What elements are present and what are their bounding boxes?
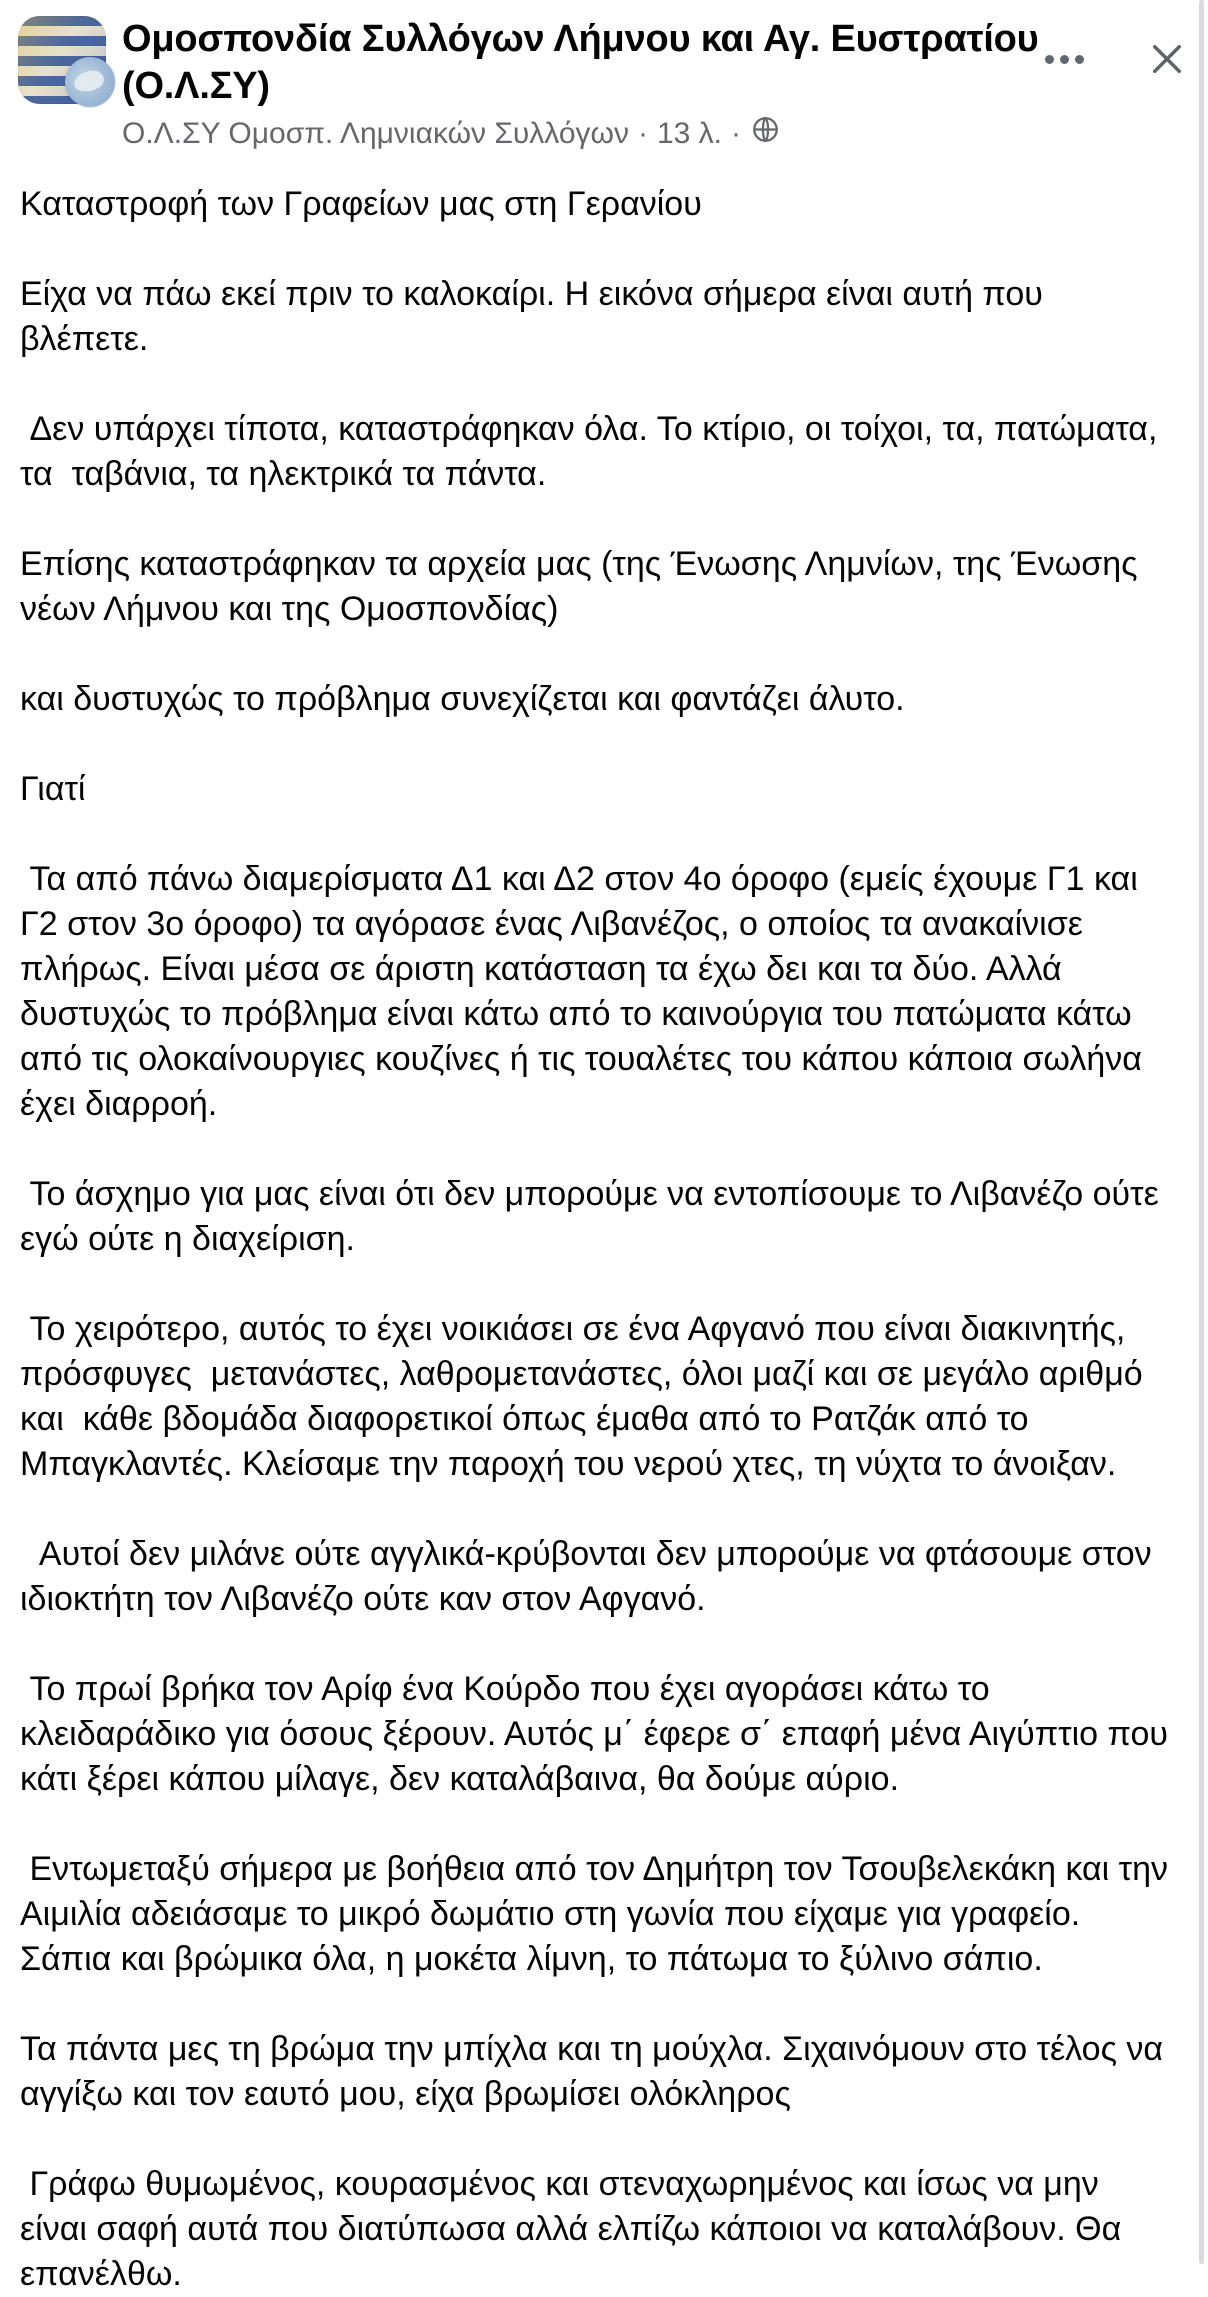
header-text bbox=[122, 16, 1039, 152]
meta-separator: · bbox=[731, 117, 741, 150]
more-options-icon bbox=[1045, 55, 1054, 64]
post-paragraph: Γράφω θυμωμένος, κουρασμένος και στεναχωρημένος και ίσως να μην είναι σαφή αυτά που διατύπωσα αλλά ελπίζω κάποιοι να καταλάβουν. Θα επανέλθω. bbox=[20, 2165, 1131, 2293]
header-actions bbox=[1039, 16, 1192, 84]
island-map-badge bbox=[65, 57, 115, 107]
timestamp: 13 λ. bbox=[656, 117, 722, 150]
more-options-icon bbox=[1060, 55, 1069, 64]
page-avatar[interactable] bbox=[18, 16, 106, 104]
post-paragraph: Καταστροφή των Γραφείων μας στη Γερανίου bbox=[20, 185, 702, 223]
more-options-button[interactable] bbox=[1039, 49, 1090, 70]
post-paragraph: Τα από πάνω διαμερίσματα Δ1 και Δ2 στον 4ο όροφο (εμείς έχουμε Γ1 και Γ2 στον 3ο όροφο) τα αγόρασε ένας Λιβανέζος, ο οποίος τα ανακαίνισε πλήρως. Είναι μέσα σε άριστη κατάσταση τα έχω δει και τα δύο. Αλλά δυστυχώς το πρόβλημα είναι κάτω από το καινούργια του πατώματα κάτω από τις ολοκαίνουργιες κουζίνες ή τις τουαλέτες του κάπου κάποια σωλήνα έχει διαρροή. bbox=[20, 860, 1152, 1123]
post-paragraph: Το άσχημο για μας είναι ότι δεν μπορούμε να εντοπίσουμε το Λιβανέζο ούτε εγώ ούτε η διαχείριση. bbox=[20, 1175, 1169, 1258]
org-short-name[interactable]: Ο.Λ.ΣΥ Ομοσπ. Λημνιακών Συλλόγων bbox=[122, 117, 629, 150]
post-header bbox=[0, 0, 1208, 152]
post-paragraph: Εντωμεταξύ σήμερα με βοήθεια από τον Δημήτρη τον Τσουβελεκάκη και την Αιμιλία αδειάσαμε το μικρό δωμάτιο στη γωνία που είχαμε για γραφείο. Σάπια και βρώμικα όλα, η μοκέτα λίμνη, το πάτωμα το ξύλινο σάπιο. bbox=[20, 1850, 1176, 1978]
meta-separator: · bbox=[637, 117, 648, 150]
post-paragraph: και δυστυχώς το πρόβλημα συνεχίζεται και φαντάζει άλυτο. bbox=[20, 680, 905, 718]
post-body bbox=[0, 152, 1208, 2297]
island-shape bbox=[73, 69, 105, 93]
page-title[interactable]: Ομοσπονδία Συλλόγων Λήμνου και Αγ. Ευστρατίου (Ο.Λ.ΣΥ) bbox=[122, 18, 1039, 107]
post-paragraph: Τα πάντα μες τη βρώμα την μπίχλα και τη μούχλα. Σιχαινόμουν στο τέλος να αγγίξω και τον εαυτό μου, είχα βρωμίσει ολόκληρος bbox=[20, 2030, 1173, 2113]
post-paragraph: Δεν υπάρχει τίποτα, καταστράφηκαν όλα. Το κτίριο, οι τοίχοι, τα, πατώματα, τα ταβάνια, τα ηλεκτρικά τα πάντα. bbox=[20, 410, 1167, 493]
scrollbar[interactable] bbox=[1199, 0, 1204, 2264]
post-paragraph: Το πρωί βρήκα τον Αρίφ ένα Κούρδο που έχει αγοράσει κάτω το κλειδαράδικο για όσους ξέρουν. Αυτός μ΄ έφερε σ΄ επαφή μένα Αιγύπτιο που κάτι ξέρει κάπου μίλαγε, δεν καταλάβαινα, θα δούμε αύριο. bbox=[20, 1670, 1178, 1798]
post-paragraph: Γιατί bbox=[20, 770, 86, 808]
close-button[interactable] bbox=[1142, 34, 1192, 84]
post-paragraph: Επίσης καταστράφηκαν τα αρχεία μας (της Ένωσης Λημνίων, της Ένωσης νέων Λήμνου και της Ομοσπονδίας) bbox=[20, 545, 1147, 628]
post-paragraph: Είχα να πάω εκεί πριν το καλοκαίρι. Η εικόνα σήμερα είναι αυτή που βλέπετε. bbox=[20, 275, 1053, 358]
globe-icon bbox=[752, 116, 779, 152]
post-paragraph: Το χειρότερο, αυτός το έχει νοικιάσει σε ένα Αφγανό που είναι διακινητής, πρόσφυγες μετανάστες, λαθρομετανάστες, όλοι μαζί και σε μεγάλο αριθμό και κάθε βδομάδα διαφορετικοί όπως έμαθα από το Ρατζάκ από το Μπαγκλαντές. Κλείσαμε την παροχή του νερού χτες, τη νύχτα το άνοιξαν. bbox=[20, 1310, 1153, 1483]
close-icon bbox=[1146, 38, 1188, 80]
more-options-icon bbox=[1075, 55, 1084, 64]
post-meta bbox=[122, 116, 1039, 152]
post-paragraph: Αυτοί δεν μιλάνε ούτε αγγλικά-κρύβονται δεν μπορούμε να φτάσουμε στον ιδιοκτήτη τον Λιβανέζο ούτε καν στον Αφγανό. bbox=[20, 1535, 1162, 1618]
